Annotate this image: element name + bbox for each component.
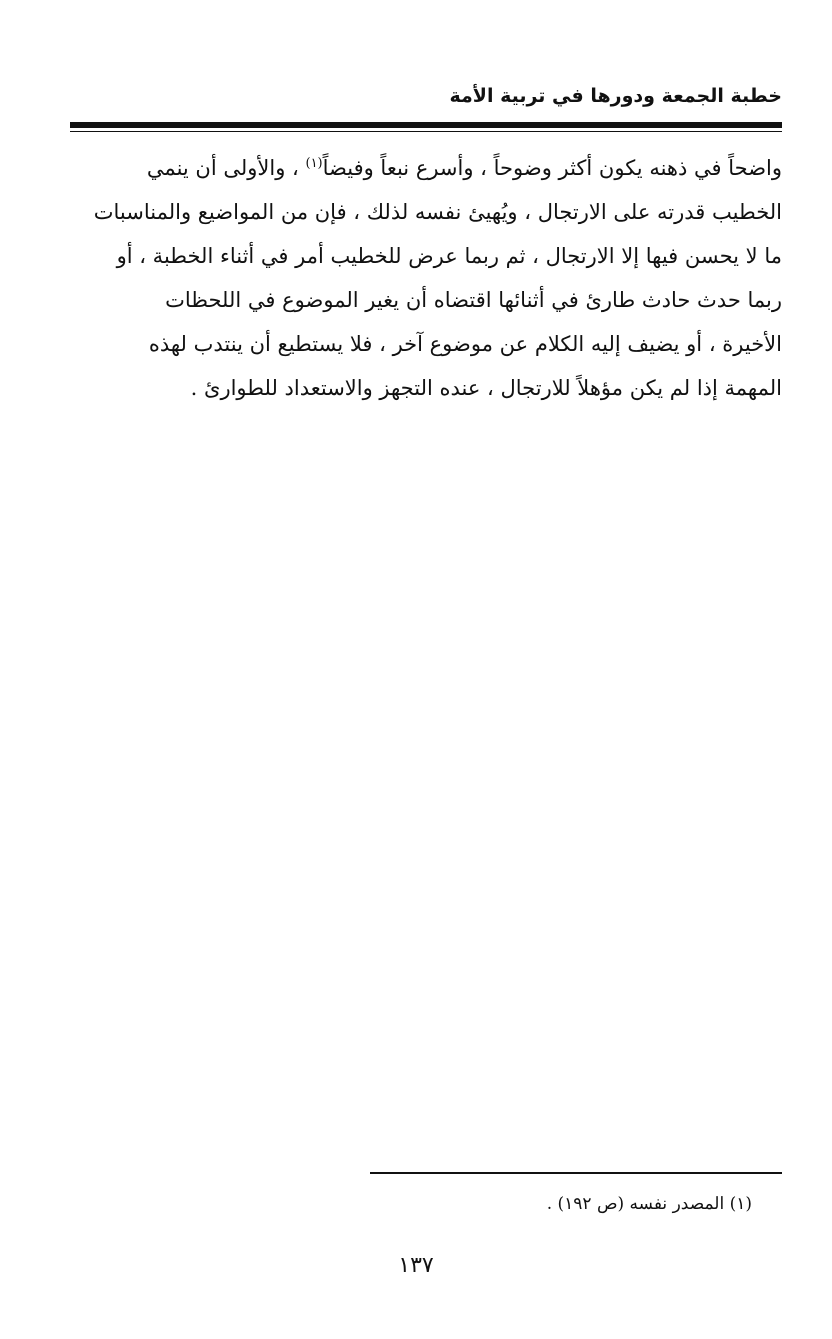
- body-paragraph: [70, 146, 782, 410]
- body-line: الخطيب قدرته على الارتجال ، ويُهيئ نفسه لذلك ، فإن من المواضيع والمناسبات: [93, 200, 782, 224]
- body-line: المهمة إذا لم يكن مؤهلاً للارتجال ، عنده التجهز والاستعداد للطوارئ .: [190, 376, 782, 400]
- footnote-reference: (١): [305, 156, 323, 171]
- body-line-text: ، والأولى أن ينمي: [146, 156, 306, 180]
- body-line: [70, 146, 782, 190]
- body-line: الأخيرة ، أو يضيف إليه الكلام عن موضوع آخر ، فلا يستطيع أن ينتدب لهذه: [148, 332, 782, 356]
- running-header: خطبة الجمعة ودورها في تربية الأمة: [449, 85, 782, 107]
- footnote: (١) المصدر نفسه (ص ١٩٢) .: [546, 1194, 752, 1214]
- page-number: ١٣٧: [398, 1253, 434, 1278]
- header-rule: [70, 122, 782, 128]
- header-rule-thin: [70, 131, 782, 132]
- body-line: ما لا يحسن فيها إلا الارتجال ، ثم ربما عرض للخطيب أمر في أثناء الخطبة ، أو: [116, 244, 782, 268]
- footnote-rule: [370, 1172, 782, 1174]
- body-line: ربما حدث حادث طارئ في أثنائها اقتضاه أن يغير الموضوع في اللحظات: [165, 288, 782, 312]
- body-line-text: واضحاً في ذهنه يكون أكثر وضوحاً ، وأسرع نبعاً وفيضاً: [322, 156, 782, 180]
